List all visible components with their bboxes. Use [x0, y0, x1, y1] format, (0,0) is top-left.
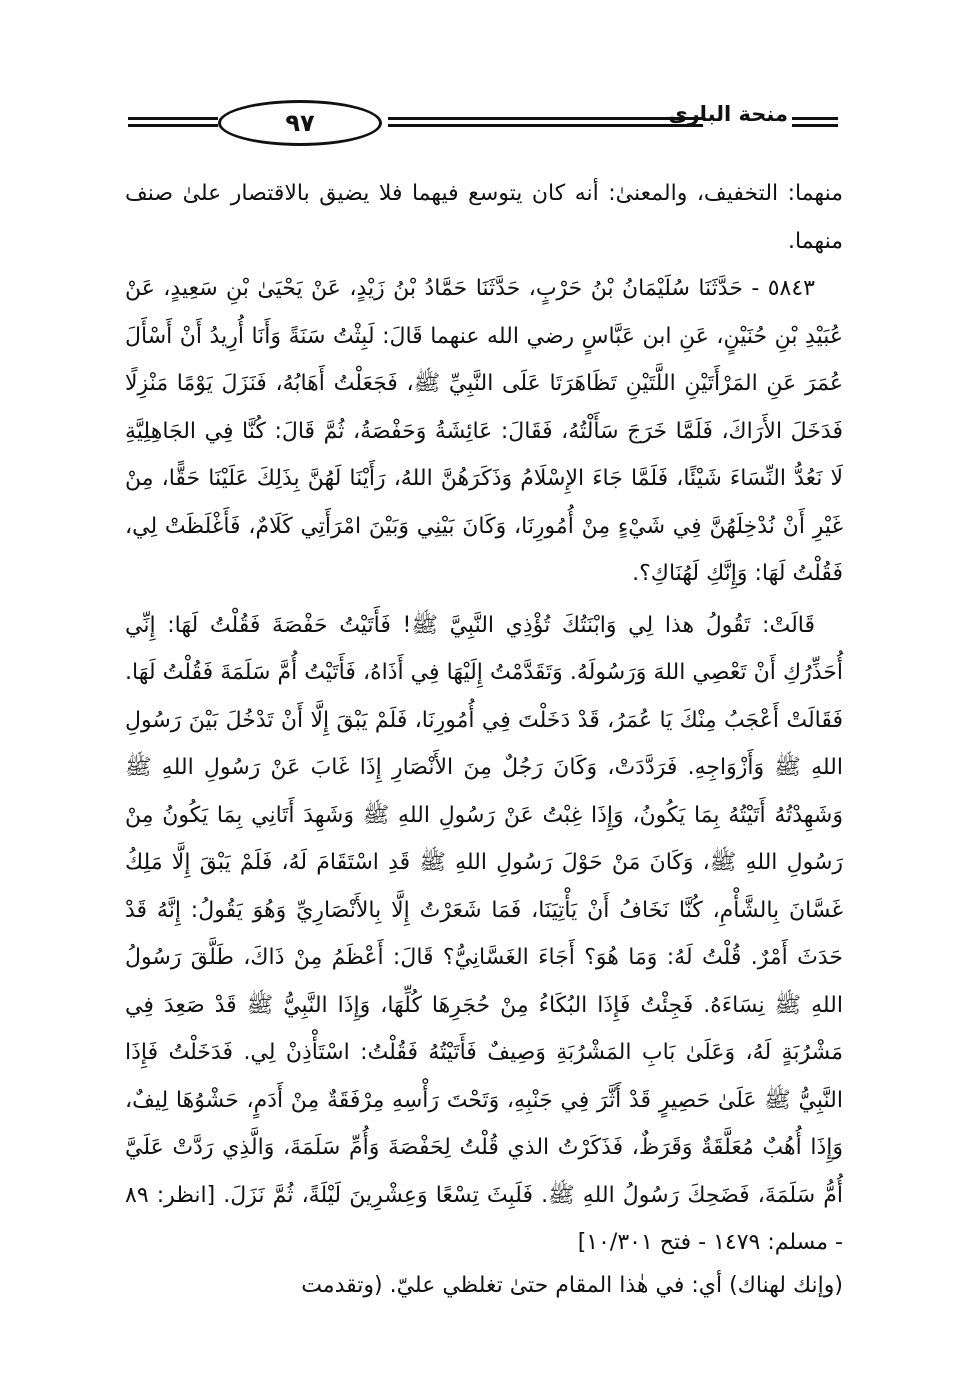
- page-number: ٩٧: [218, 100, 382, 146]
- paragraph-commentary-intro: منهما: التخفيف، والمعنىٰ: أنه كان يتوسع فيهما فلا يضيق بالاقتصار علىٰ صنف منهما.: [125, 181, 843, 254]
- commentary-note: [125, 1262, 843, 1309]
- commentary-line: (وإنك لهناك) أي: في هٰذا المقام حتىٰ تغلظي عليّ. (وتقدمت: [301, 1273, 843, 1298]
- header-rule-middle: [388, 117, 703, 127]
- paragraph-hadith-5843: ٥٨٤٣ - حَدَّثَنَا سُلَيْمَانُ بْنُ حَرْبٍ، حَدَّثَنَا حَمَّادُ بْنُ زَيْدٍ، عَنْ يَحْيَىٰ بْنِ سَعِيدٍ، عَنْ عُبَيْدِ بْنِ حُنَيْنٍ، عَنِ ابن عَبَّاسٍ رضي الله عنهما قَالَ: لَبِثْتُ سَنَةً وَأَنَا أُرِيدُ أَنْ أَسْأَلَ عُمَرَ عَنِ المَرْأَتَيْنِ اللَّتَيْنِ تَظَاهَرَتَا عَلَى النَّبِيِّ ﷺ، فَجَعَلْتُ أَهَابُهُ، فَنَزَلَ يَوْمًا مَنْزِلًا فَدَخَلَ الأَرَاكَ، فَلَمَّا خَرَجَ سَأَلْتُهُ، فَقَالَ: عَائِشَةُ وَحَفْصَةُ، ثُمَّ قَالَ: كُنَّا فِي الجَاهِلِيَّةِ لَا نَعُدُّ النِّسَاءَ شَيْئًا، فَلَمَّا جَاءَ الإِسْلَامُ وَذَكَرَهُنَّ اللهُ، رَأَيْنَا لَهُنَّ بِذَلِكَ عَلَيْنَا حَقًّا، مِنْ غَيْرِ أَنْ نُدْخِلَهُنَّ فِي شَيْءٍ مِنْ أُمُورِنَا، وَكَانَ بَيْنِي وَبَيْنَ امْرَأَتِي كَلَامٌ، فَأَغْلَظَتْ لِي، فَقُلْتُ لَهَا: وَإِنَّكِ لَهُنَاكِ؟.: [125, 276, 843, 586]
- running-title: منحة الباري: [668, 102, 788, 126]
- paragraph-hadith-continuation: قَالَتْ: تَقُولُ هذا لِي وَابْنَتُكَ تُؤْذِي النَّبِيَّ ﷺ! فَأَتَيْتُ حَفْصَةَ فَقُلْتُ لَهَا: إِنِّي أُحَذِّرُكِ أَنْ تَعْصِي اللهَ وَرَسُولَهُ. وَتَقَدَّمْتُ إِلَيْهَا فِي أَذَاهُ، فَأَتَيْتُ أُمَّ سَلَمَةَ فَقُلْتُ لَهَا. فَقَالَتْ أَعْجَبُ مِنْكَ يَا عُمَرُ، قَدْ دَخَلْتَ فِي أُمُورِنَا، فَلَمْ يَبْقَ إِلَّا أَنْ تَدْخُلَ بَيْنَ رَسُولِ اللهِ ﷺ وَأَزْوَاجِهِ. فَرَدَّدَتْ، وَكَانَ رَجُلٌ مِنَ الأَنْصَارِ إِذَا غَابَ عَنْ رَسُولِ اللهِ ﷺ وَشَهِدْتُهُ أَتَيْتُهُ بِمَا يَكُونُ، وَإِذَا غِبْتُ عَنْ رَسُولِ اللهِ ﷺ وَشَهِدَ أَتَانِي بِمَا يَكُونُ مِنْ رَسُولِ اللهِ ﷺ، وَكَانَ مَنْ حَوْلَ رَسُولِ اللهِ ﷺ قَدِ اسْتَقَامَ لَهُ، فَلَمْ يَبْقَ إِلَّا مَلِكُ غَسَّانَ بِالشَّأْمِ، كُنَّا نَخَافُ أَنْ يَأْتِيَنَا، فَمَا شَعَرْتُ إِلَّا بِالأَنْصَارِيِّ وَهُوَ يَقُولُ: إِنَّهُ قَدْ حَدَثَ أَمْرٌ. قُلْتُ لَهُ: وَمَا هُوَ؟ أَجَاءَ الغَسَّانِيُّ؟ قَالَ: أَعْظَمُ مِنْ ذَاكَ، طَلَّقَ رَسُولُ اللهِ ﷺ نِسَاءَهُ. فَجِئْتُ فَإِذَا البُكَاءُ مِنْ حُجَرِهَا كُلِّهَا، وَإِذَا النَّبِيُّ ﷺ قَدْ صَعِدَ فِي مَشْرُبَةٍ لَهُ، وَعَلَىٰ بَابِ المَشْرُبَةِ وَصِيفٌ فَأَتَيْتُهُ فَقُلْتُ: اسْتَأْذِنْ لِي. فَدَخَلْتُ فَإِذَا النَّبِيُّ ﷺ عَلَىٰ حَصِيرٍ قَدْ أَثَّرَ فِي جَنْبِهِ، وَتَحْتَ رَأْسِهِ مِرْفَقَةٌ مِنْ أَدَمٍ، حَشْوُهَا لِيفٌ، وَإِذَا أُهُبٌ مُعَلَّقَةٌ وَقَرَظٌ، فَذَكَرْتُ الذي قُلْتُ لِحَفْصَةَ وَأُمِّ سَلَمَةَ، وَالَّذِي رَدَّتْ عَلَيَّ أُمُّ سَلَمَةَ، فَضَحِكَ رَسُولُ اللهِ ﷺ. فَلَبِثَ تِسْعًا وَعِشْرِينَ لَيْلَةً، ثُمَّ نَزَلَ. [انظر: ٨٩ - مسلم: ١٤٧٩ - فتح ١٠/٣٠١]: [125, 612, 843, 1255]
- page-header: [120, 96, 840, 154]
- header-rule-left: [128, 117, 218, 127]
- header-rule-right: [792, 117, 838, 127]
- main-text: [125, 170, 843, 1267]
